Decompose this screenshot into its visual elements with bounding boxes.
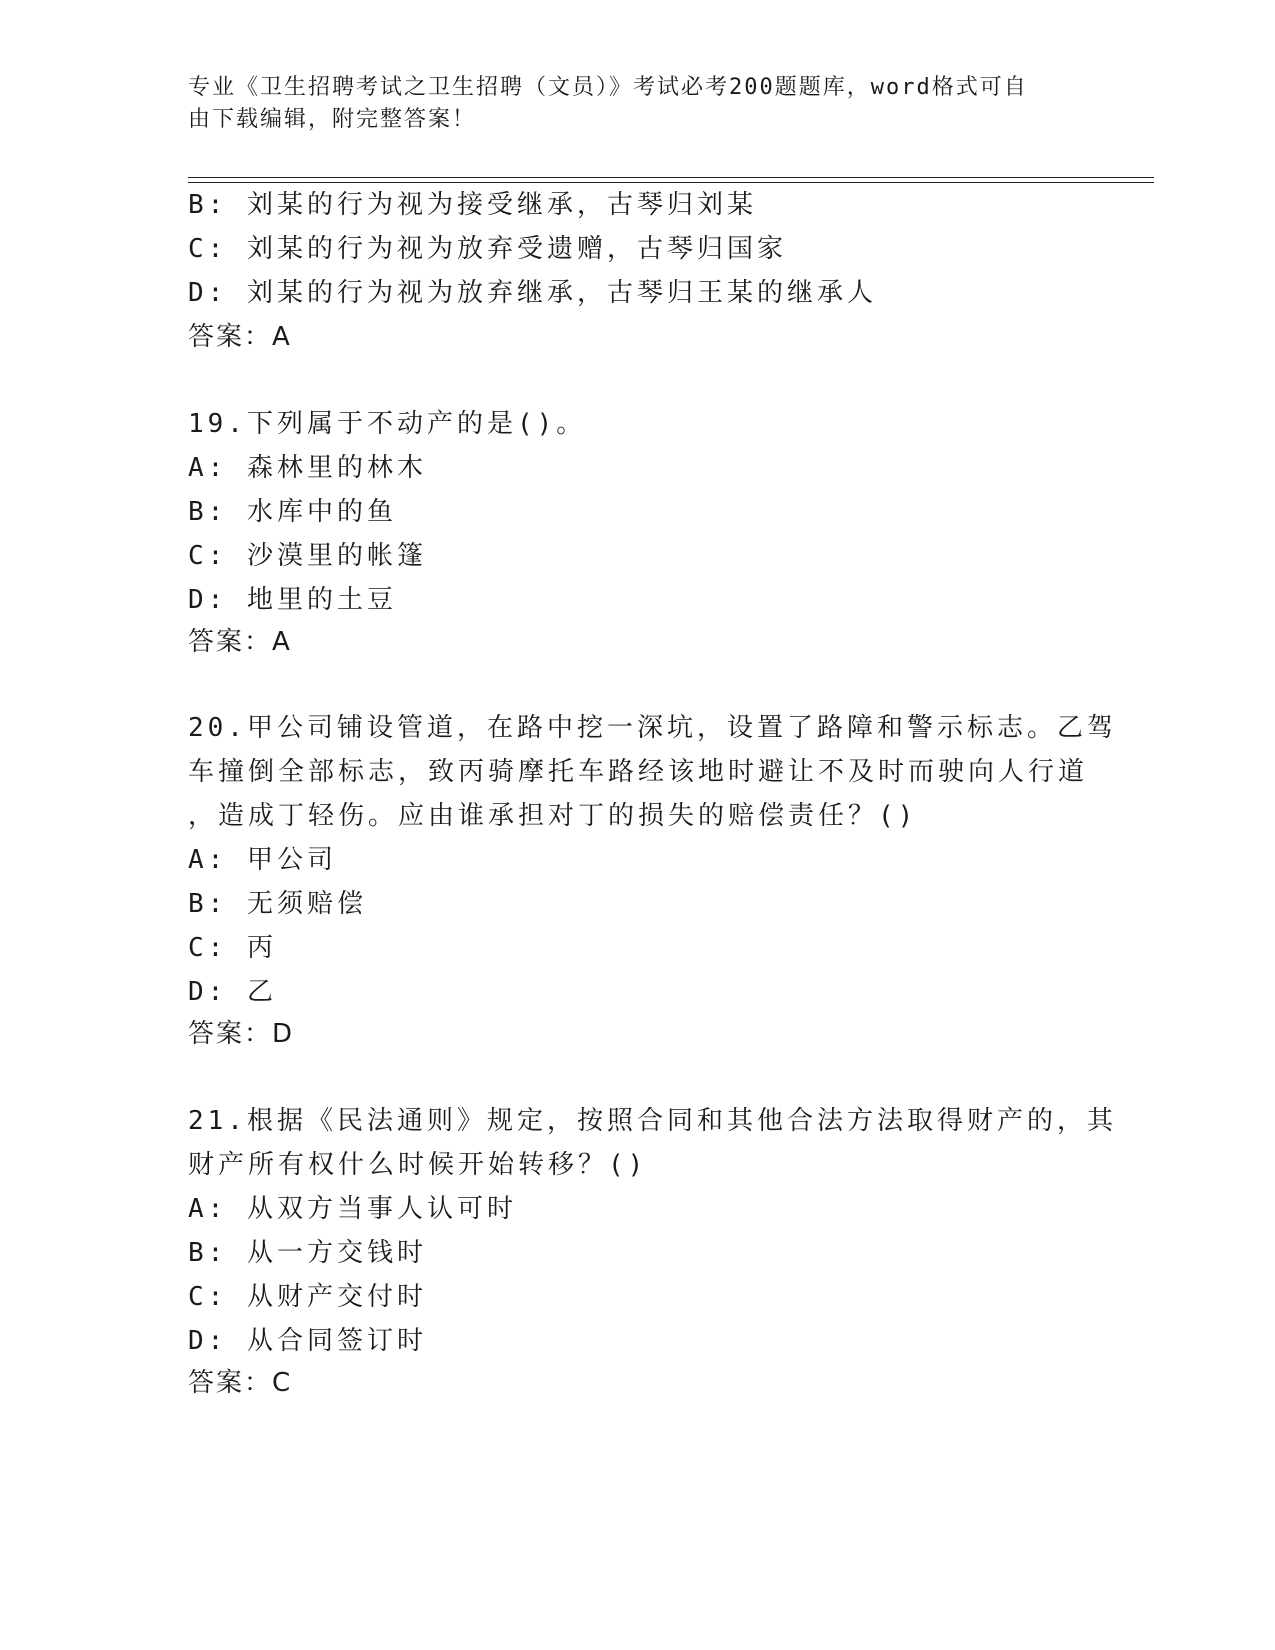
q20-option-a: A: 甲公司 <box>188 845 337 875</box>
header-divider-top <box>188 177 1154 178</box>
document-header <box>188 72 1068 136</box>
q19-option-d: D: 地里的土豆 <box>188 585 397 615</box>
q21-option-a: A: 从双方当事人认可时 <box>188 1194 517 1224</box>
q20-stem-line-3: ，造成丁轻伤。应由谁承担对丁的损失的赔偿责任？() <box>188 801 918 831</box>
q20-option-b: B: 无须赔偿 <box>188 889 367 919</box>
q20-stem-line-2: 车撞倒全部标志，致丙骑摩托车路经该地时避让不及时而驶向人行道 <box>188 757 1089 787</box>
q21-option-c: C: 从财产交付时 <box>188 1282 427 1312</box>
q21-answer: 答案：C <box>188 1368 293 1398</box>
q19-option-c: C: 沙漠里的帐篷 <box>188 541 427 571</box>
q20-stem-line-1: 20.甲公司铺设管道，在路中挖一深坑，设置了路障和警示标志。乙驾 <box>188 713 1117 743</box>
header-line-1: 专业《卫生招聘考试之卫生招聘（文员）》考试必考200题题库，word格式可自 <box>188 75 1028 100</box>
q20-option-d: D: 乙 <box>188 977 277 1007</box>
q18-option-b: B: 刘某的行为视为接受继承，古琴归刘某 <box>188 190 757 220</box>
q21-stem-line-1: 21.根据《民法通则》规定，按照合同和其他合法方法取得财产的，其 <box>188 1106 1117 1136</box>
q21-option-d: D: 从合同签订时 <box>188 1326 427 1356</box>
q20-answer: 答案：D <box>188 1019 295 1049</box>
header-divider-bottom <box>188 182 1154 183</box>
q19-option-a: A: 森林里的林木 <box>188 453 427 483</box>
q18-answer: 答案：A <box>188 322 292 352</box>
q21-option-b: B: 从一方交钱时 <box>188 1238 427 1268</box>
q19-option-b: B: 水库中的鱼 <box>188 497 397 527</box>
q19-answer: 答案：A <box>188 627 292 657</box>
q20-option-c: C: 丙 <box>188 933 277 963</box>
header-line-2: 由下载编辑，附完整答案！ <box>188 107 477 132</box>
q19-stem: 19.下列属于不动产的是()。 <box>188 409 587 439</box>
q18-option-d: D: 刘某的行为视为放弃继承，古琴归王某的继承人 <box>188 278 877 308</box>
q18-option-c: C: 刘某的行为视为放弃受遗赠，古琴归国家 <box>188 234 787 264</box>
q21-stem-line-2: 财产所有权什么时候开始转移？() <box>188 1150 648 1180</box>
